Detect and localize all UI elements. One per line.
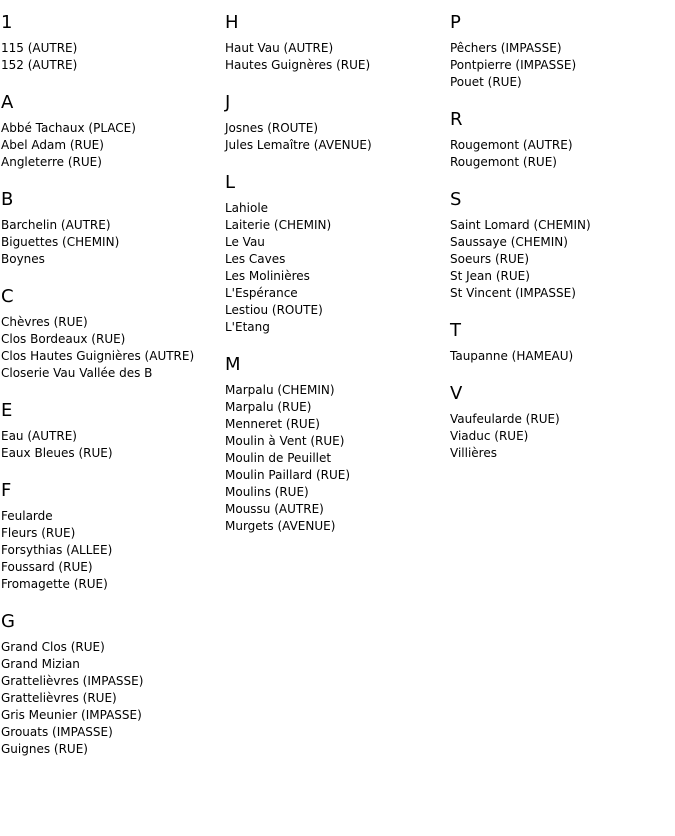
street-list [1,508,221,593]
street-link[interactable]: Pontpierre (IMPASSE) [450,58,577,72]
street-link[interactable]: Fromagette (RUE) [1,577,108,591]
letter-section [1,12,221,74]
street-link[interactable]: Fleurs (RUE) [1,526,76,540]
letter-section [1,286,221,382]
section-letter-heading: E [1,400,13,421]
street-list [450,40,670,91]
section-letter-heading: 1 [1,12,13,33]
street-link[interactable]: St Jean (RUE) [450,269,530,283]
street-list [1,428,221,462]
section-letter-heading: P [450,12,461,33]
street-link[interactable]: Clos Bordeaux (RUE) [1,332,126,346]
street-link[interactable]: L'Espérance [225,286,298,300]
street-link[interactable]: Moulins (RUE) [225,485,309,499]
letter-section [1,92,221,171]
street-list [450,348,670,365]
street-index-column-3 [450,12,670,480]
street-link[interactable]: Abbé Tachaux (PLACE) [1,121,136,135]
street-link[interactable]: Vaufeularde (RUE) [450,412,560,426]
street-link[interactable]: Biguettes (CHEMIN) [1,235,120,249]
street-link[interactable]: Grand Mizian [1,657,80,671]
street-list [225,382,445,535]
street-link[interactable]: L'Etang [225,320,270,334]
street-link[interactable]: Moulin Paillard (RUE) [225,468,351,482]
street-link[interactable]: Eau (AUTRE) [1,429,77,443]
street-list [450,411,670,462]
street-link[interactable]: Rougemont (RUE) [450,155,557,169]
street-link[interactable]: Moulin de Peuillet [225,451,332,465]
street-list [1,314,221,382]
street-link[interactable]: Lahiole [225,201,269,215]
street-link[interactable]: Forsythias (ALLEE) [1,543,113,557]
street-link[interactable]: Les Molinières [225,269,310,283]
street-link[interactable]: 152 (AUTRE) [1,58,78,72]
street-link[interactable]: Soeurs (RUE) [450,252,530,266]
section-letter-heading: R [450,109,463,130]
letter-section [225,354,445,535]
street-list [1,40,221,74]
street-link[interactable]: Jules Lemaître (AVENUE) [225,138,372,152]
street-link[interactable]: Saint Lomard (CHEMIN) [450,218,591,232]
section-letter-heading: T [450,320,461,341]
street-link[interactable]: Guignes (RUE) [1,742,88,756]
street-link[interactable]: Grattelièvres (RUE) [1,691,117,705]
section-letter-heading: V [450,383,463,404]
street-list [450,217,670,302]
letter-section [1,400,221,462]
letter-section [1,189,221,268]
letter-section [450,383,670,462]
street-link[interactable]: Grouats (IMPASSE) [1,725,113,739]
section-letter-heading: L [225,172,236,193]
street-link[interactable]: Gris Meunier (IMPASSE) [1,708,142,722]
street-link[interactable]: Taupanne (HAMEAU) [450,349,574,363]
street-link[interactable]: Foussard (RUE) [1,560,93,574]
street-list [1,639,221,758]
street-list [225,200,445,336]
street-link[interactable]: 115 (AUTRE) [1,41,78,55]
street-link[interactable]: Marpalu (RUE) [225,400,312,414]
street-link[interactable]: Lestiou (ROUTE) [225,303,323,317]
section-letter-heading: F [1,480,12,501]
street-link[interactable]: St Vincent (IMPASSE) [450,286,576,300]
street-link[interactable]: Laiterie (CHEMIN) [225,218,332,232]
street-link[interactable]: Menneret (RUE) [225,417,320,431]
section-letter-heading: G [1,611,15,632]
letter-section [225,92,445,154]
street-index-column-2 [225,12,445,553]
street-link[interactable]: Marpalu (CHEMIN) [225,383,335,397]
section-letter-heading: C [1,286,14,307]
street-link[interactable]: Le Vau [225,235,265,249]
street-list [1,120,221,171]
letter-section [1,480,221,593]
letter-section [450,12,670,91]
street-link[interactable]: Hautes Guignères (RUE) [225,58,371,72]
street-link[interactable]: Barchelin (AUTRE) [1,218,111,232]
street-link[interactable]: Grand Clos (RUE) [1,640,105,654]
letter-section [225,12,445,74]
street-list [225,40,445,74]
street-link[interactable]: Pêchers (IMPASSE) [450,41,562,55]
street-link[interactable]: Pouet (RUE) [450,75,522,89]
section-letter-heading: H [225,12,239,33]
letter-section [450,109,670,171]
street-link[interactable]: Saussaye (CHEMIN) [450,235,568,249]
street-link[interactable]: Villières [450,446,497,460]
street-link[interactable]: Grattelièvres (IMPASSE) [1,674,144,688]
street-link[interactable]: Abel Adam (RUE) [1,138,104,152]
letter-section [450,189,670,302]
street-list [450,137,670,171]
street-link[interactable]: Angleterre (RUE) [1,155,102,169]
street-link[interactable]: Chèvres (RUE) [1,315,88,329]
street-link[interactable]: Les Caves [225,252,286,266]
street-link[interactable]: Josnes (ROUTE) [225,121,319,135]
street-link[interactable]: Clos Hautes Guignières (AUTRE) [1,349,195,363]
street-link[interactable]: Haut Vau (AUTRE) [225,41,334,55]
street-link[interactable]: Moulin à Vent (RUE) [225,434,345,448]
section-letter-heading: S [450,189,462,210]
section-letter-heading: B [1,189,14,210]
street-list [225,120,445,154]
street-link[interactable]: Eaux Bleues (RUE) [1,446,113,460]
letter-section [450,320,670,365]
street-link[interactable]: Murgets (AVENUE) [225,519,336,533]
street-link[interactable]: Feularde [1,509,53,523]
street-link[interactable]: Viaduc (RUE) [450,429,529,443]
letter-section [1,611,221,758]
letter-section [225,172,445,336]
section-letter-heading: A [1,92,14,113]
street-link[interactable]: Closerie Vau Vallée des B [1,366,153,380]
street-link[interactable]: Moussu (AUTRE) [225,502,324,516]
street-link[interactable]: Rougemont (AUTRE) [450,138,573,152]
section-letter-heading: J [225,92,231,113]
section-letter-heading: M [225,354,241,375]
street-link[interactable]: Boynes [1,252,45,266]
street-index-column-1 [1,12,221,776]
street-list [1,217,221,268]
